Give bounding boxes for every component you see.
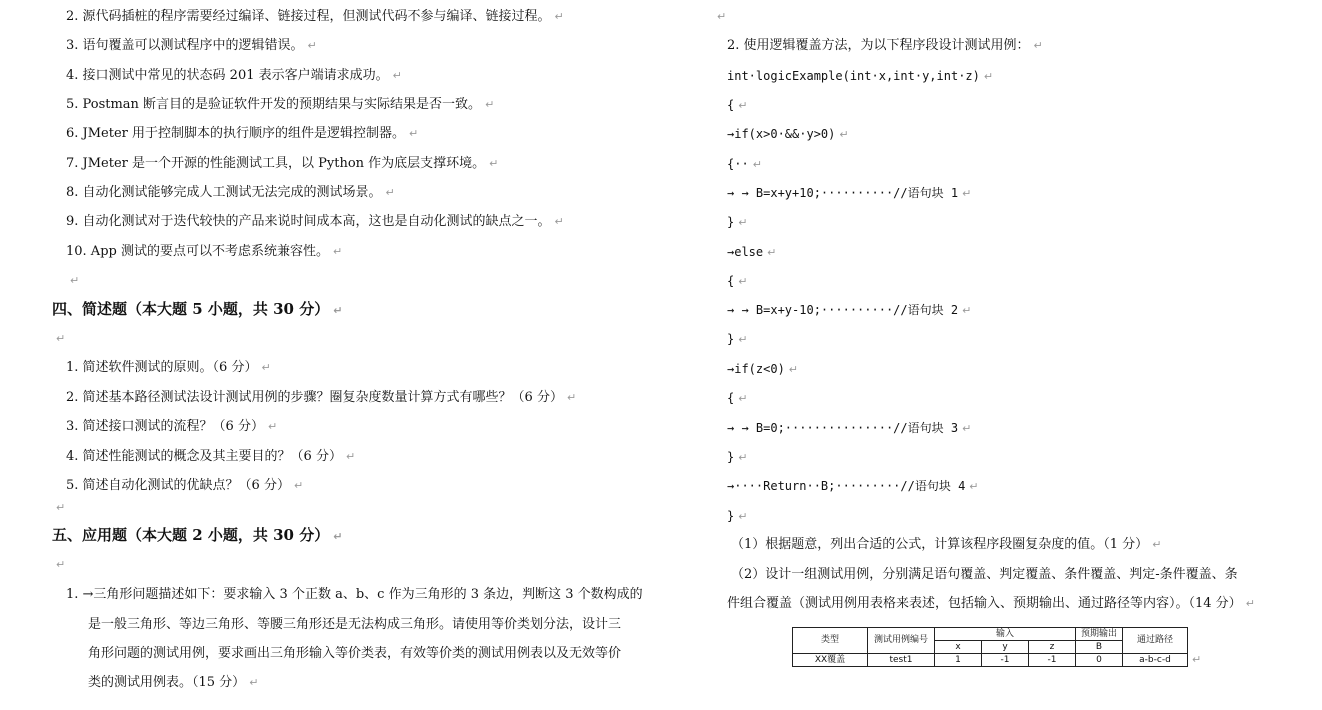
paragraph-mark: ↵ — [717, 10, 727, 23]
tf-item: 2. 源代码插桩的程序需要经过编译、链接过程，但测试代码不参与编译、链接过程。 ↵ — [66, 9, 564, 24]
code-line: { ↵ — [727, 391, 748, 405]
code-line: → → B=x+y+10;··········//语句块 1 ↵ — [727, 186, 972, 200]
application-question-line: 类的测试用例表。（15 分） ↵ — [88, 675, 259, 690]
code-line: { ↵ — [727, 274, 748, 288]
code-line: →if(x>0·&&·y>0) ↵ — [727, 127, 849, 141]
application-question-line: 是一般三角形、等边三角形、等腰三角形还是无法构成三角形。请使用等价类划分法，设计三 — [88, 617, 622, 632]
table-cell-x: 1 — [935, 654, 982, 667]
code-line: int·logicExample(int·x,int·y,int·z) ↵ — [727, 69, 994, 83]
sub-question-1: （1）根据题意，列出合适的公式，计算该程序段圈复杂度的值。（1 分） ↵ — [731, 537, 1162, 552]
table-header-path: 通过路径 — [1123, 628, 1188, 654]
table-header-x: x — [935, 641, 982, 654]
code-line: →····Return··B;·········//语句块 4 ↵ — [727, 479, 979, 493]
table-cell-type: XX覆盖 — [793, 654, 868, 667]
short-answer-item: 4. 简述性能测试的概念及其主要目的？（6 分） ↵ — [66, 449, 356, 464]
tf-item: 6. JMeter 用于控制脚本的执行顺序的组件是逻辑控制器。 ↵ — [66, 126, 419, 141]
paragraph-mark: ↵ — [56, 332, 66, 345]
tf-item: 3. 语句覆盖可以测试程序中的逻辑错误。 ↵ — [66, 38, 317, 53]
table-cell-z: -1 — [1029, 654, 1076, 667]
tf-item: 5. Postman 断言目的是验证软件开发的预期结果与实际结果是否一致。 ↵ — [66, 97, 495, 112]
short-answer-item: 3. 简述接口测试的流程？（6 分） ↵ — [66, 419, 278, 434]
code-line: → → B=x+y-10;··········//语句块 2 ↵ — [727, 303, 972, 317]
table-header-input: 输入 — [935, 628, 1076, 641]
tf-item: 4. 接口测试中常见的状态码 201 表示客户端请求成功。 ↵ — [66, 68, 402, 83]
section5-heading: 五、应用题（本大题 2 小题，共 30 分） ↵ — [52, 526, 343, 544]
sub-question-2-line1: （2）设计一组测试用例，分别满足语句覆盖、判定覆盖、条件覆盖、判定-条件覆盖、条 — [731, 567, 1238, 582]
tf-item: 9. 自动化测试对于迭代较快的产品来说时间成本高，这也是自动化测试的缺点之一。 ↵ — [66, 214, 564, 229]
table-cell-path: a-b-c-d — [1123, 654, 1188, 667]
paragraph-mark: ↵ — [56, 558, 66, 571]
sub-question-2-line2: 件组合覆盖（测试用例用表格来表述，包括输入、预期输出、通过路径等内容）。（14 分） ↵ — [727, 596, 1255, 611]
paragraph-mark: ↵ — [70, 274, 80, 287]
table-header-expected: 预期输出 — [1076, 628, 1123, 641]
application-question-line: 1. →三角形问题描述如下：要求输入 3 个正数 a、b、c 作为三角形的 3 条边，判断这 3 个数构成的 — [66, 587, 643, 602]
table-cell-y: -1 — [982, 654, 1029, 667]
short-answer-item: 1. 简述软件测试的原则。（6 分） ↵ — [66, 360, 271, 375]
code-line: } ↵ — [727, 450, 748, 464]
table-header-b: B — [1076, 641, 1123, 654]
code-line: → → B=0;···············//语句块 3 ↵ — [727, 421, 972, 435]
test-case-table — [792, 627, 1188, 667]
application-question-line: 角形问题的测试用例，要求画出三角形输入等价类表，有效等价类的测试用例表以及无效等价 — [88, 646, 622, 661]
code-line: {·· ↵ — [727, 157, 762, 171]
table-header-type: 类型 — [793, 628, 868, 654]
table-cell-b: 0 — [1076, 654, 1123, 667]
paragraph-mark: ↵ — [1192, 653, 1202, 666]
section4-heading: 四、简述题（本大题 5 小题，共 30 分） ↵ — [52, 300, 343, 318]
tf-item: 8. 自动化测试能够完成人工测试无法完成的测试场景。 ↵ — [66, 185, 395, 200]
table-header-y: y — [982, 641, 1029, 654]
table-row — [793, 654, 1188, 667]
code-line: } ↵ — [727, 215, 748, 229]
tf-item: 10. App 测试的要点可以不考虑系统兼容性。 ↵ — [66, 244, 343, 259]
code-line: } ↵ — [727, 332, 748, 346]
tf-item: 7. JMeter 是一个开源的性能测试工具，以 Python 作为底层支撑环境。 ↵ — [66, 156, 499, 171]
paragraph-mark: ↵ — [56, 501, 66, 514]
code-line: } ↵ — [727, 509, 748, 523]
code-line: { ↵ — [727, 98, 748, 112]
code-line: →else ↵ — [727, 245, 777, 259]
table-header-id: 测试用例编号 — [868, 628, 935, 654]
question-2-title: 2. 使用逻辑覆盖方法，为以下程序段设计测试用例： ↵ — [727, 38, 1043, 53]
table-cell-id: test1 — [868, 654, 935, 667]
code-line: →if(z<0) ↵ — [727, 362, 799, 376]
short-answer-item: 2. 简述基本路径测试法设计测试用例的步骤？圈复杂度数量计算方式有哪些？（6 分） ↵ — [66, 390, 577, 405]
table-header-z: z — [1029, 641, 1076, 654]
short-answer-item: 5. 简述自动化测试的优缺点？（6 分） ↵ — [66, 478, 304, 493]
